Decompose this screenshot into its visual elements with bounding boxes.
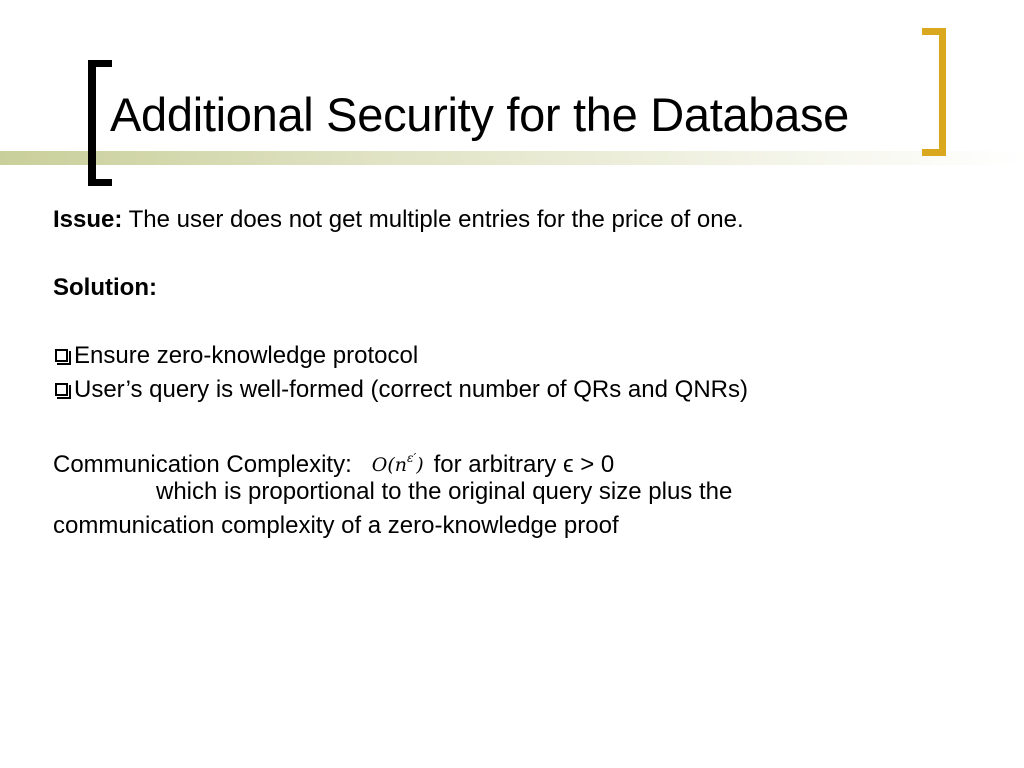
- bullet-item: [53, 339, 973, 373]
- complexity-line: [53, 441, 973, 478]
- blank-line: [53, 407, 973, 441]
- left-bracket-decoration: [88, 60, 112, 186]
- title-underline-bar: [0, 151, 1024, 165]
- bullet-text: User’s query is well-formed (correct number of QRs and QNRs): [74, 376, 748, 403]
- issue-label: Issue:: [53, 206, 123, 233]
- blank-line: [53, 237, 973, 271]
- formula-base: O(n: [371, 454, 408, 476]
- solution-label: Solution:: [53, 274, 157, 301]
- issue-text: The user does not get multiple entries for the price of one.: [122, 206, 744, 233]
- complexity-label: Communication Complexity:: [53, 451, 352, 478]
- slide-title: Additional Security for the Database: [110, 88, 850, 141]
- solution-line: [53, 271, 973, 305]
- right-bracket-decoration: [922, 28, 946, 156]
- checkbox-bullet-icon: [55, 383, 68, 396]
- bullet-item: [53, 373, 973, 407]
- slide-body: [53, 203, 973, 543]
- complexity-note-line-1: which is proportional to the original query size plus the: [156, 478, 733, 505]
- bullet-text: Ensure zero-knowledge protocol: [74, 342, 419, 369]
- complexity-suffix: for arbitrary ϵ > 0: [433, 451, 615, 478]
- issue-line: [53, 203, 973, 237]
- complexity-note-line-2: communication complexity of a zero-knowledge proof: [53, 512, 619, 539]
- checkbox-bullet-icon: [55, 349, 68, 362]
- blank-line: [53, 305, 973, 339]
- formula-exponent: ε′: [407, 451, 417, 465]
- formula-close: ): [416, 454, 424, 476]
